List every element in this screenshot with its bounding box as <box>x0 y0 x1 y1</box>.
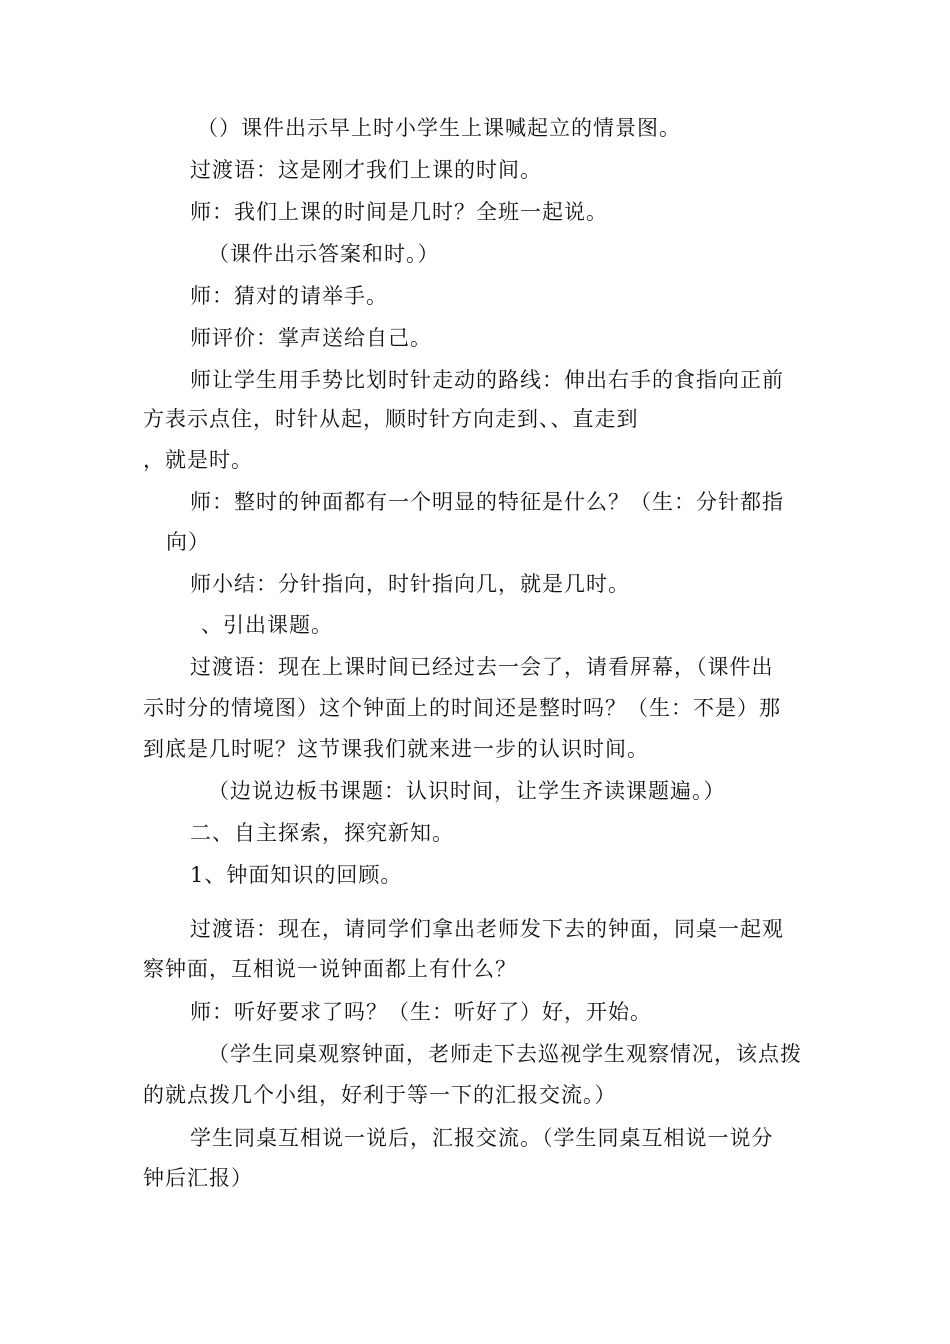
text-line-12: 师小结：分针指向，时针指向几，就是几时。 <box>190 572 630 596</box>
text-line-3: 师：我们上课的时间是几时？全班一起说。 <box>190 200 608 224</box>
text-line-1: （）课件出示早上时小学生上课喊起立的情景图。 <box>197 116 681 140</box>
text-line-8: 方表示点住，时针从起，顺时针方向走到、、直走到 <box>143 407 639 431</box>
text-line-21: 察钟面，互相说一说钟面都上有什么？ <box>143 957 517 981</box>
text-line-24: 的就点拨几个小组，好利于等一下的汇报交流。） <box>143 1083 617 1107</box>
text-line-22: 师：听好要求了吗？（生：听好了）好，开始。 <box>190 1000 652 1024</box>
text-line-9: ，就是时。 <box>143 448 253 472</box>
text-line-23: （学生同桌观察钟面，老师走下去巡视学生观察情况，该点拨 <box>208 1042 802 1066</box>
text-line-14: 过渡语：现在上课时间已经过去一会了，请看屏幕，（课件出 <box>190 655 774 679</box>
text-line-18: 二、自主探索，探究新知。 <box>190 821 454 845</box>
text-line-20: 过渡语：现在，请同学们拿出老师发下去的钟面，同桌一起观 <box>190 917 784 941</box>
text-line-17: （边说边板书课题：认识时间，让学生齐读课题遍。） <box>208 779 726 803</box>
text-line-26: 钟后汇报） <box>143 1166 253 1190</box>
text-line-16: 到底是几时呢？这节课我们就来进一步的认识时间。 <box>143 737 649 761</box>
text-line-15: 示时分的情境图）这个钟面上的时间还是整时吗？（生：不是）那 <box>143 696 781 720</box>
text-line-25: 学生同桌互相说一说后，汇报交流。（学生同桌互相说一说分 <box>190 1126 774 1150</box>
text-line-5: 师：猜对的请举手。 <box>190 284 388 308</box>
text-line-11: 向） <box>166 530 210 554</box>
text-line-6: 师评价：掌声送给自己。 <box>190 326 432 350</box>
text-line-13: 、引出课题。 <box>201 613 333 637</box>
text-line-4: （课件出示答案和时。） <box>208 242 440 266</box>
text-line-10: 师：整时的钟面都有一个明显的特征是什么？（生：分针都指 <box>190 490 784 514</box>
text-line-7: 师让学生用手势比划时针走动的路线：伸出右手的食指向正前 <box>190 368 784 392</box>
text-line-2: 过渡语：这是刚才我们上课的时间。 <box>190 158 542 182</box>
text-line-19: 1、钟面知识的回顾。 <box>190 863 403 887</box>
